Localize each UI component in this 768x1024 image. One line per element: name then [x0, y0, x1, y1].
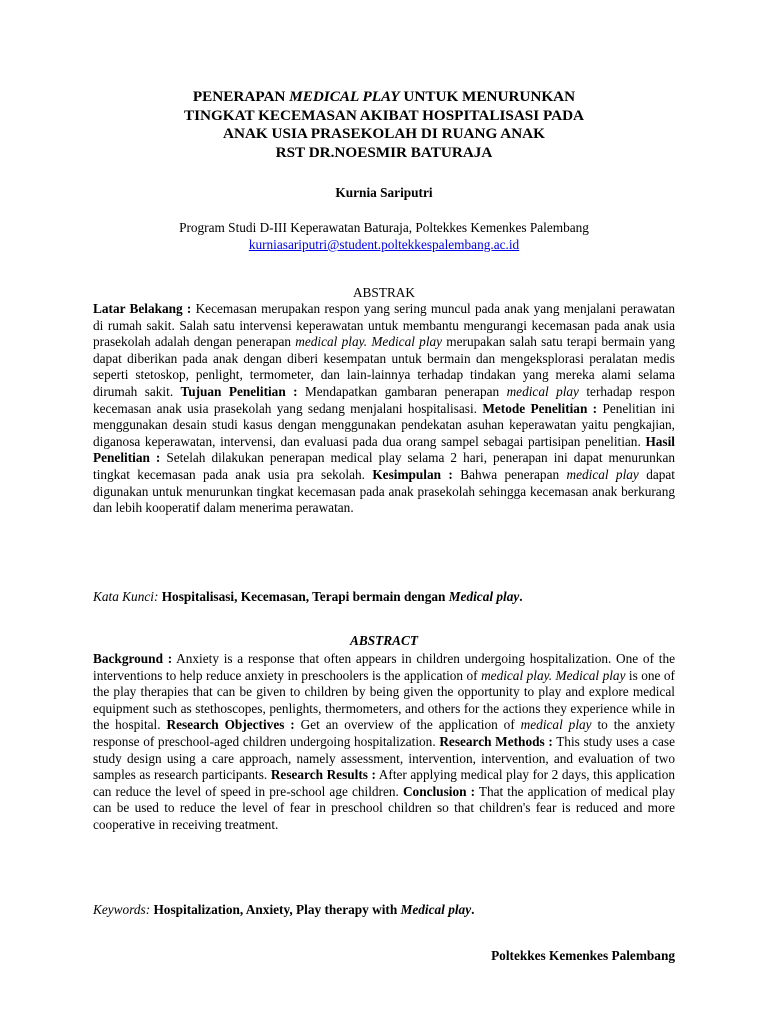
- title-line-2: TINGKAT KECEMASAN AKIBAT HOSPITALISASI PADA: [183, 106, 585, 124]
- latar-label: Latar Belakang :: [93, 301, 192, 316]
- title-emphasis: MEDICAL PLAY: [289, 88, 400, 105]
- affiliation: [94, 219, 674, 253]
- keywords-label: Keywords:: [93, 902, 151, 917]
- title-line-3: ANAK USIA PRASEKOLAH DI RUANG ANAK: [223, 125, 545, 143]
- author-name: Kurnia Sariputri: [335, 185, 433, 200]
- abstract-heading: ABSTRACT: [350, 633, 418, 648]
- objectives-label: Research Objectives :: [166, 717, 295, 733]
- abstrak-heading: ABSTRAK: [352, 285, 416, 300]
- title-line-1: PENERAPAN MEDICAL PLAY UNTUK MENURUNKAN: [192, 88, 576, 105]
- kata-kunci-label: Kata Kunci:: [93, 589, 159, 604]
- abstrak-body: Latar Belakang : Kecemasan merupakan respon yang sering muncul pada anak yang menjalani perawatan di rumah sakit. Salah satu intervensi keperawatan untuk membantu mengurangi kecemasan pada anak usia prasekolah adalah dengan penerapan medical play. Medical play merupakan salah satu terapi bermain yang dapat diberikan pada anak dengan diberi kesempatan untuk bermain dan mengeksplorasi peralatan medis seperti stetoskop, penlight, termometer, dan lain-lainnya terhadap tindakan yang mereka alami selama dirumah sakit. Tujuan Penelitian : Mendapatkan gambaran penerapan medical play terhadap respon kecemasan anak usia prasekolah yang sedang menjalani hospitalisasi. Metode Penelitian : Penelitian ini menggunakan desain studi kasus dengan menggunakan pendekatan asuhan keperawatan yaitu pengkajian, diganosa keperawatan, intervensi, dan evaluasi pada dua orang sampel sebagai partisipan penelitian. Hasil Penelitian : Setelah dilakukan penerapan medical play selama 2 hari, penerapan ini dapat menurunkan tingkat kecemasan pada anak usia pra sekolah. Kesimpulan : Bahwa penerapan medical play dapat digunakan untuk menurunkan tingkat kecemasan pada anak prasekolah sehingga kecemasan anak berkurang dan lebih kooperatif dalam menerima perawatan.: [93, 301, 675, 516]
- metode-label: Metode Penelitian :: [482, 400, 598, 416]
- title-line-4: RST DR.NOESMIR BATURAJA: [275, 143, 493, 161]
- hasil-label: Hasil Penelitian :: [93, 433, 675, 466]
- tujuan-label: Tujuan Penelitian :: [180, 383, 298, 399]
- paper-title: [94, 88, 674, 162]
- methods-label: Research Methods :: [439, 733, 553, 749]
- abstract-body: Background : Anxiety is a response that often appears in children undergoing hospitalization. One of the interventions to help reduce anxiety in preschoolers is the application of medical play. Medical play is one of the play therapies that can be given to children by being given the opportunity to play and explore medical equipment such as stethoscopes, penlights, thermometers, and others for the actions they experience while in the hospital. Research Objectives : Get an overview of the application of medical play to the anxiety response of preschool-aged children undergoing hospitalization. Research Methods : This study uses a case study design using a care approach, namely assessment, intervention, intervention, and evaluation of two samples as research participants. Research Results : After applying medical play for 2 days, this application can reduce the level of speed in pre-school age children. Conclusion : That the application of medical play can be used to reduce the level of fear in preschool children so that children's fear is reduced and more cooperative in receiving treatment.: [93, 651, 676, 832]
- background-label: Background :: [93, 651, 173, 666]
- conclusion-label: Conclusion :: [402, 783, 475, 799]
- email-link[interactable]: kurniasariputri@student.poltekkespalembang.ac.id: [248, 237, 520, 252]
- institution: Program Studi D-III Keperawatan Baturaja, Poltekkes Kemenkes Palembang: [179, 220, 589, 235]
- footer-institution: Poltekkes Kemenkes Palembang: [491, 948, 675, 963]
- kata-kunci: Kata Kunci: Hospitalisasi, Kecemasan, Terapi bermain dengan Medical play.: [93, 589, 523, 604]
- results-label: Research Results :: [270, 767, 376, 783]
- kesimpulan-label: Kesimpulan :: [372, 466, 453, 482]
- keywords: Keywords: Hospitalization, Anxiety, Play therapy with Medical play.: [93, 902, 475, 917]
